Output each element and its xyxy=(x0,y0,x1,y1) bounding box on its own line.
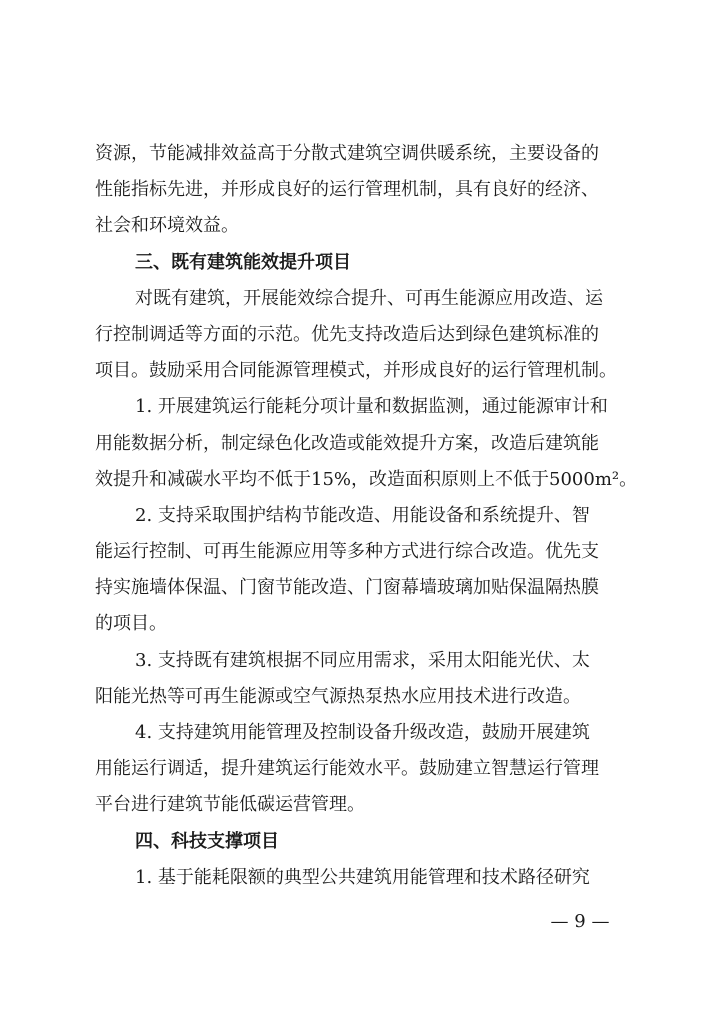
paragraph-line: 对既有建筑，开展能效综合提升、可再生能源应用改造、运 xyxy=(135,287,603,309)
list-item-line: 1. 基于能耗限额的典型公共建筑用能管理和技术路径研究 xyxy=(135,866,590,888)
list-item-line: 2. 支持采取围护结构节能改造、用能设备和系统提升、智 xyxy=(135,504,590,526)
section-heading: 三、既有建筑能效提升项目 xyxy=(135,251,351,273)
body-text xyxy=(95,136,640,896)
paragraph-line: 行控制调适等方面的示范。优先支持改造后达到绿色建筑标准的 xyxy=(95,323,599,345)
section-heading: 四、科技支撑项目 xyxy=(135,830,279,852)
paragraph-line: 的项目。 xyxy=(95,613,167,635)
paragraph-line: 阳能光热等可再生能源或空气源热泵热水应用技术进行改造。 xyxy=(95,685,581,707)
paragraph-line: 项目。鼓励采用合同能源管理模式，并形成良好的运行管理机制。 xyxy=(95,360,617,382)
paragraph-line: 社会和环境效益。 xyxy=(95,215,239,237)
page-number: — 9 — xyxy=(550,911,610,932)
list-item-line: 4. 支持建筑用能管理及控制设备升级改造，鼓励开展建筑 xyxy=(135,722,590,743)
paragraph-line: 能运行控制、可再生能源应用等多种方式进行综合改造。优先支 xyxy=(95,541,599,563)
paragraph-line: 用能运行调适，提升建筑运行能效水平。鼓励建立智慧运行管理 xyxy=(95,758,599,780)
paragraph-line: 用能数据分析，制定绿色化改造或能效提升方案，改造后建筑能 xyxy=(95,432,599,454)
paragraph-line: 持实施墙体保温、门窗节能改造、门窗幕墙玻璃加贴保温隔热膜 xyxy=(95,577,599,599)
paragraph-line: 资源，节能减排效益高于分散式建筑空调供暖系统，主要设备的 xyxy=(95,143,599,164)
paragraph-line: 性能指标先进，并形成良好的运行管理机制，具有良好的经济、 xyxy=(95,179,599,201)
paragraph-line: 平台进行建筑节能低碳运营管理。 xyxy=(95,794,365,816)
list-item-line: 3. 支持既有建筑根据不同应用需求，采用太阳能光伏、太 xyxy=(135,649,590,671)
paragraph-line: 效提升和减碳水平均不低于15%，改造面积原则上不低于5000m²。 xyxy=(95,468,638,490)
list-item-line: 1. 开展建筑运行能耗分项计量和数据监测，通过能源审计和 xyxy=(135,396,608,418)
